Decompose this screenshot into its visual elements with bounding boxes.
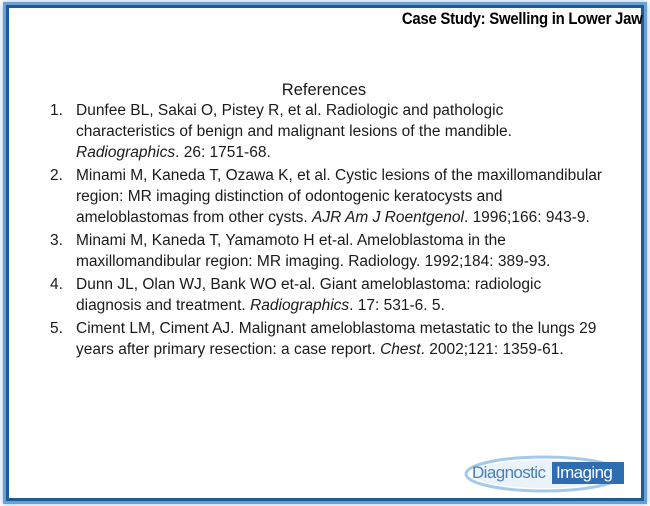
- reference-number: 4.: [50, 276, 63, 293]
- reference-text: Dunn JL, Olan WJ, Bank WO et-al. Giant ameloblastoma: radiologic diagnosis and treatment.: [76, 276, 542, 314]
- reference-item: [44, 100, 604, 163]
- logo-text-diagnostic: Diagnostic: [472, 463, 546, 482]
- reference-citation: . 1996;166: 943-9.: [463, 209, 590, 226]
- reference-journal: AJR Am J Roentgenol: [312, 209, 464, 226]
- references-section: [44, 80, 604, 362]
- reference-number: 2.: [50, 167, 63, 184]
- reference-citation: . 17: 531-6. 5.: [349, 297, 445, 314]
- reference-journal: Chest: [380, 341, 421, 358]
- logo-text-imaging: Imaging: [556, 463, 613, 482]
- diagnostic-imaging-logo: [464, 448, 634, 494]
- case-study-title: Case Study: Swelling in Lower Jaw: [401, 9, 642, 28]
- reference-journal: Radiographics: [76, 144, 176, 161]
- reference-item: [44, 274, 604, 316]
- reference-number: 1.: [50, 102, 63, 119]
- reference-citation: . 26: 1751-68.: [175, 144, 271, 161]
- reference-number: 5.: [50, 320, 63, 337]
- reference-citation: . 2002;121: 1359-61.: [420, 341, 564, 358]
- references-heading: References: [281, 81, 367, 99]
- header-bar: [369, 6, 643, 32]
- reference-number: 3.: [50, 232, 63, 249]
- reference-journal: Radiographics: [250, 297, 350, 314]
- reference-text: Ciment LM, Ciment AJ. Malignant ameloblastoma metastatic to the lungs 29 years after primary resection: a case report.: [76, 320, 597, 358]
- reference-text: Dunfee BL, Sakai O, Pistey R, et al. Radiologic and pathologic characteristics of benign and malignant lesions of the mandible.: [76, 102, 512, 140]
- references-list: [44, 100, 604, 360]
- reference-item: [44, 165, 604, 228]
- reference-item: [44, 230, 604, 272]
- reference-text: Minami M, Kaneda T, Yamamoto H et-al. Ameloblastoma in the maxillomandibular region: MR imaging. Radiology. 1992;184: 389-93.: [76, 232, 551, 270]
- reference-text: Minami M, Kaneda T, Ozawa K, et al. Cystic lesions of the maxillomandibular region: MR imaging distinction of odontogenic keratocysts and ameloblastomas from other cysts.: [76, 167, 603, 226]
- reference-item: [44, 318, 604, 360]
